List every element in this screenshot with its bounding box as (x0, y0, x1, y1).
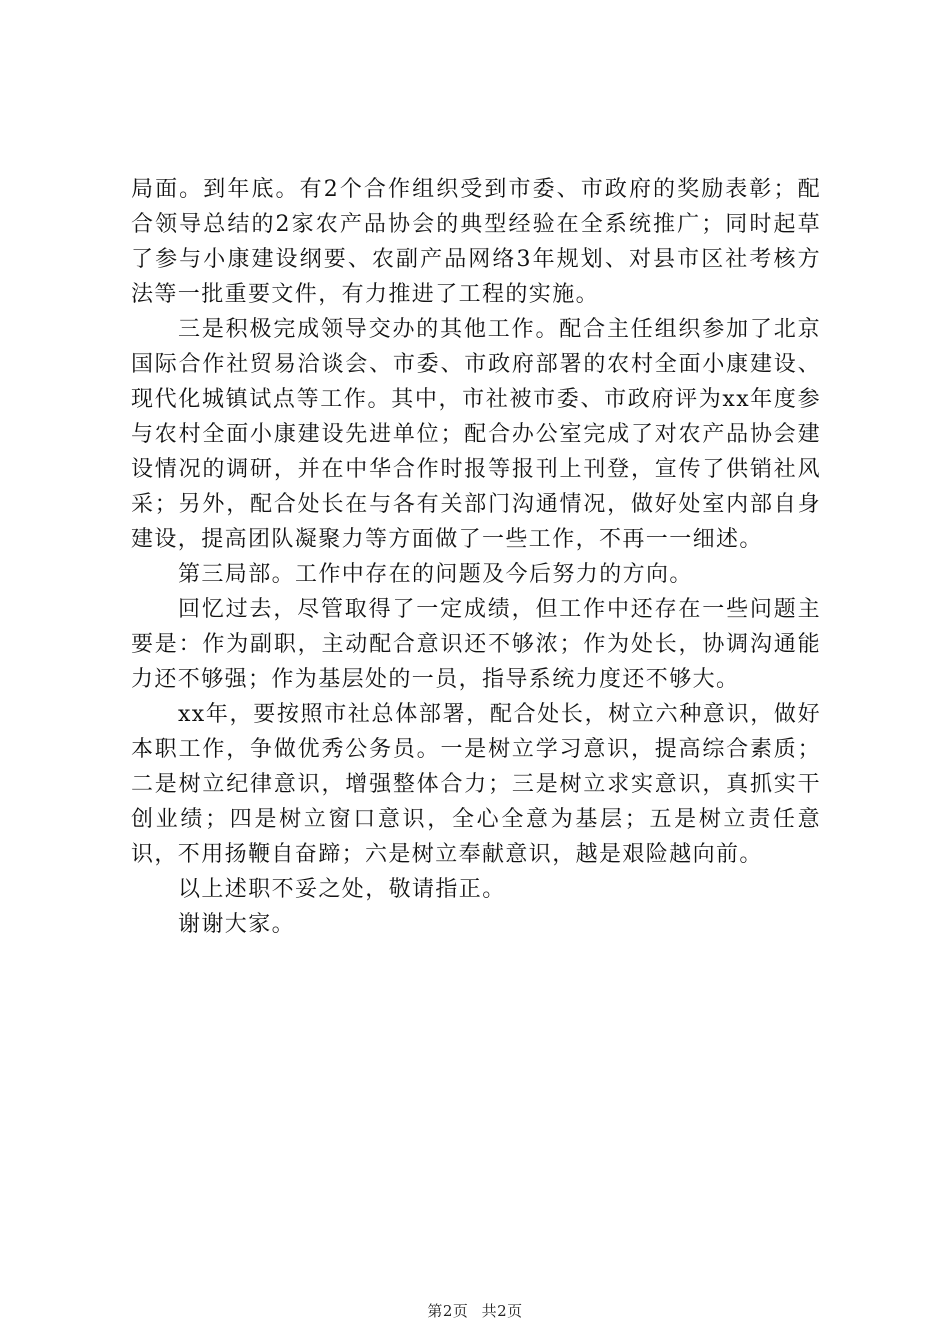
paragraph-closing-request: 以上述职不妥之处，敬请指正。 (178, 877, 506, 902)
document-body (131, 172, 821, 942)
paragraph-continuation: 局面。到年底。有2个合作组织受到市委、市政府的奖励表彰；配合领导总结的2家农产品协会的典型经验在全系统推广；同时起草了参与小康建设纲要、农副产品网络3年规划、对县市区社考核方法等一批重要文件，有力推进了工程的实施。 (131, 177, 821, 307)
paragraph-problems: 回忆过去，尽管取得了一定成绩，但工作中还存在一些问题主要是：作为副职，主动配合意识还不够浓；作为处长，协调沟通能力还不够强；作为基层处的一员，指导系统力度还不够大。 (131, 597, 821, 692)
section-heading-part-three: 第三局部。工作中存在的问题及今后努力的方向。 (178, 562, 693, 587)
page-number: 第2页 (427, 1302, 469, 1320)
paragraph-plans: xx年，要按照市社总体部署，配合处长，树立六种意识，做好本职工作，争做优秀公务员。一是树立学习意识，提高综合素质；二是树立纪律意识，增强整体合力；三是树立求实意识，真抓实干创业绩；四是树立窗口意识，全心全意为基层；五是树立责任意识，不用扬鞭自奋蹄；六是树立奉献意识，越是艰险越向前。 (131, 702, 821, 867)
page-footer (0, 1300, 950, 1321)
paragraph-other-work: 三是积极完成领导交办的其他工作。配合主任组织参加了北京国际合作社贸易洽谈会、市委、市政府部署的农村全面小康建设、现代化城镇试点等工作。其中，市社被市委、市政府评为xx年度参与农村全面小康建设先进单位；配合办公室完成了对农产品协会建设情况的调研，并在中华合作时报等报刊上刊登，宣传了供销社风采；另外，配合处长在与各有关部门沟通情况，做好处室内部自身建设，提高团队凝聚力等方面做了一些工作，不再一一细述。 (131, 317, 821, 552)
page-total: 共2页 (481, 1302, 523, 1320)
paragraph-thanks: 谢谢大家。 (178, 912, 296, 937)
